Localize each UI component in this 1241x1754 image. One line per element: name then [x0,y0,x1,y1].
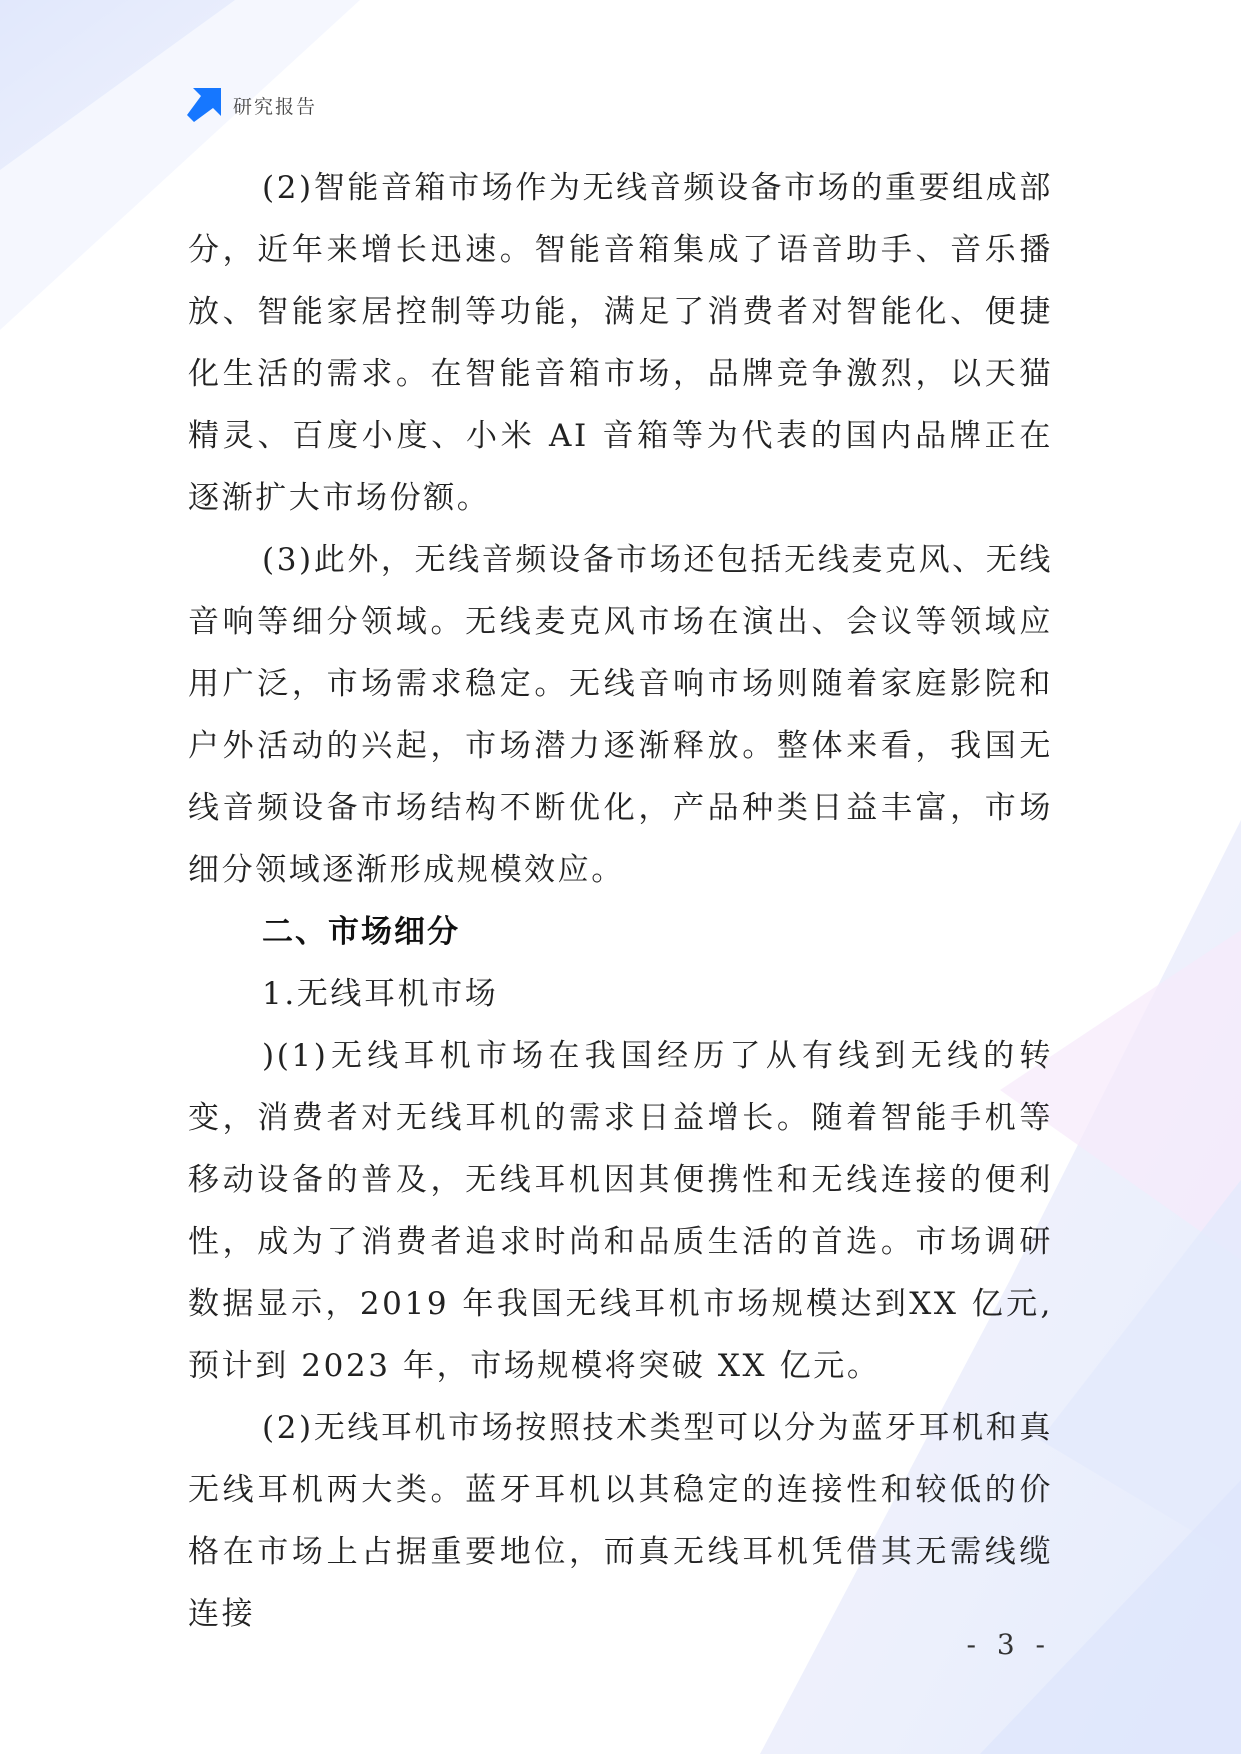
paragraph-other-segments: (3)此外，无线音频设备市场还包括无线麦克风、无线音响等细分领域。无线麦克风市场在演出、会议等领域应用广泛，市场需求稳定。无线音响市场则随着家庭影院和户外活动的兴起，市场潜力逐渐释放。整体来看，我国无线音频设备市场结构不断优化，产品种类日益丰富，市场细分领域逐渐形成规模效应。 [188,542,1053,888]
document-body [188,157,1053,1645]
subsection-heading: 1.无线耳机市场 [262,976,499,1012]
report-header [187,88,317,122]
paragraph-earphone-types: (2)无线耳机市场按照技术类型可以分为蓝牙耳机和真无线耳机两大类。蓝牙耳机以其稳定的连接性和较低的价格在市场上占据重要地位，而真无线耳机凭借其无需线缆连接 [188,1410,1053,1632]
section-heading: 二、市场细分 [262,914,460,950]
page-number: - 3 - [966,1628,1051,1661]
arrow-up-right-icon [187,88,221,122]
report-title: 研究报告 [233,95,318,118]
paragraph-earphone-market: )(1)无线耳机市场在我国经历了从有线到无线的转变，消费者对无线耳机的需求日益增长。随着智能手机等移动设备的普及，无线耳机因其便携性和无线连接的便利性，成为了消费者追求时尚和品质生活的首选。市场调研数据显示，2019 年我国无线耳机市场规模达到XX 亿元,预计到 2023 年，市场规模将突破 XX 亿元。 [188,1038,1053,1384]
paragraph-smart-speaker: (2)智能音箱市场作为无线音频设备市场的重要组成部分，近年来增长迅速。智能音箱集成了语音助手、音乐播放、智能家居控制等功能，满足了消费者对智能化、便捷化生活的需求。在智能音箱市场，品牌竞争激烈，以天猫精灵、百度小度、小米 AI 音箱等为代表的国内品牌正在逐渐扩大市场份额。 [188,170,1053,516]
